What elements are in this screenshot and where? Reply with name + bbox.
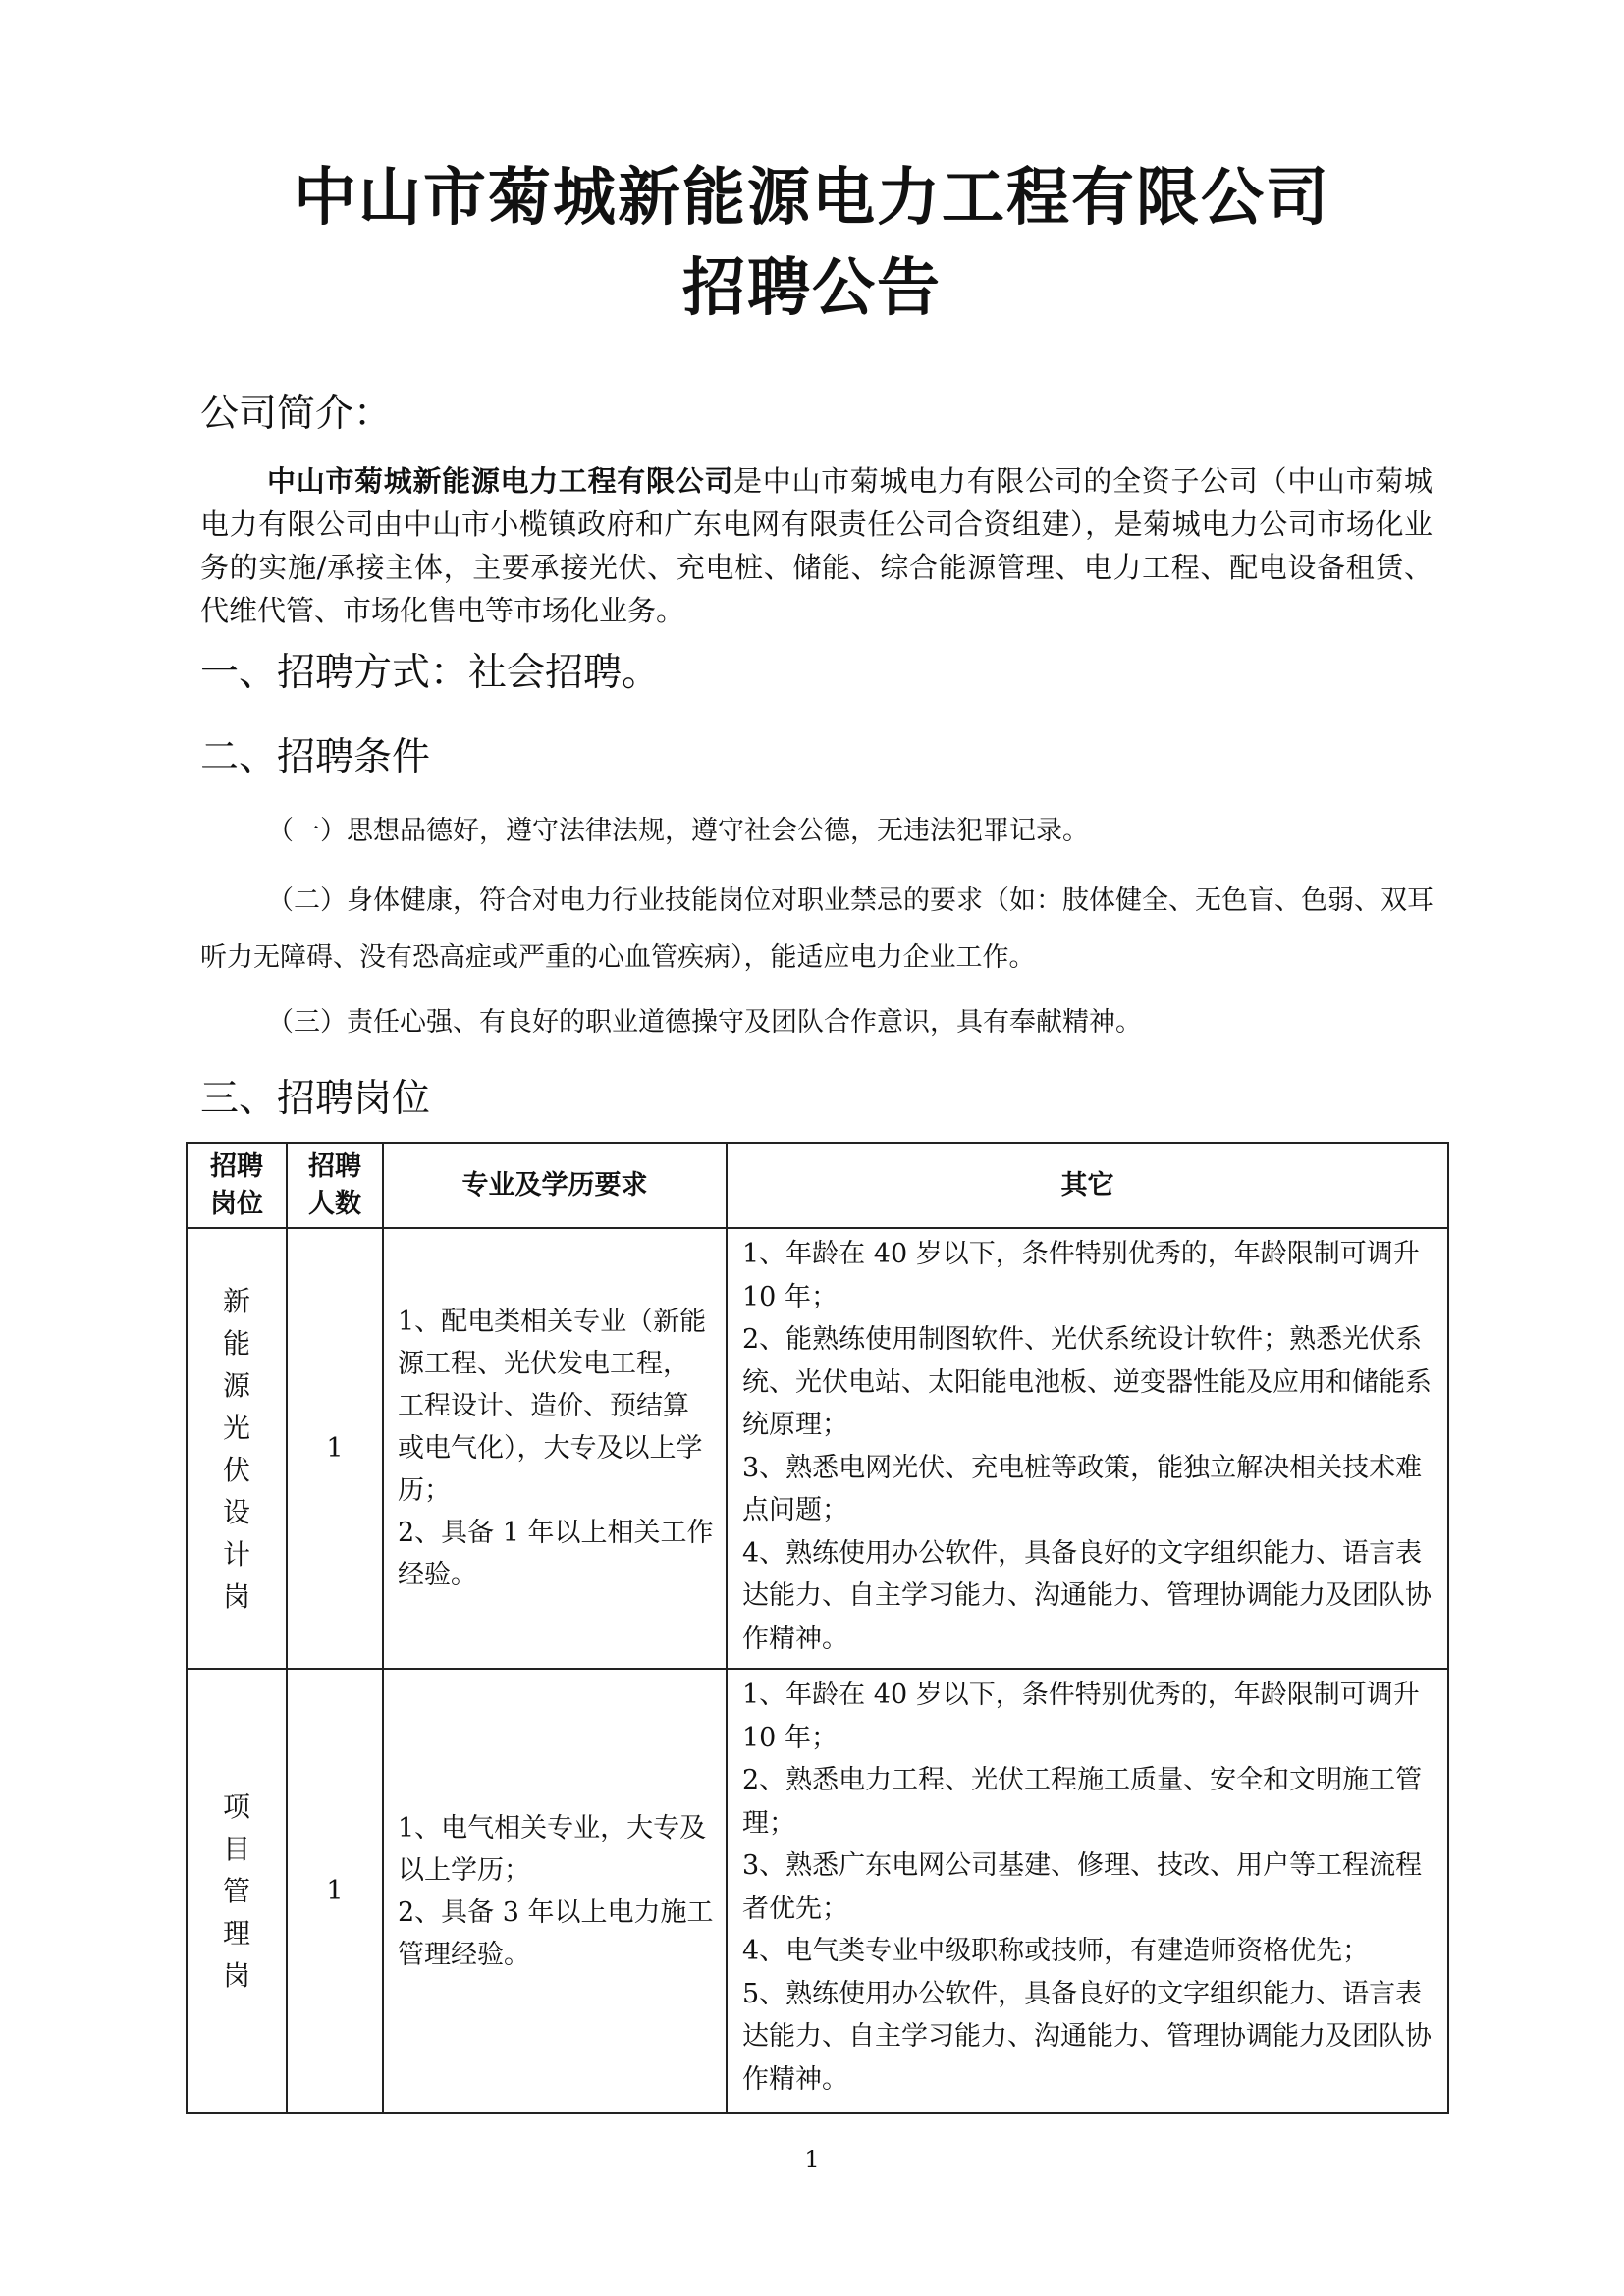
position-cell: 新能源光伏设计岗	[187, 1228, 287, 1669]
position-cell: 项目管理岗	[187, 1669, 287, 2113]
company-name: 中山市菊城新能源电力工程有限公司	[267, 464, 734, 498]
intro-text: 是中山市菊城电力有限公司的全资子公司（中山市菊城电力有限公司由中山市小榄镇政府和广东电网有限责任公司合资组建），是菊城电力公司市场化业务的实施/承接主体，主要承接光伏、充电桩、储能、综合能源管理、电力工程、配电设备租赁、代维代管、市场化售电等市场化业务。	[200, 464, 1433, 627]
header-requirements: 专业及学历要求	[383, 1143, 727, 1228]
count-cell: 1	[287, 1228, 383, 1669]
condition-item: （一）思想品德好，遵守法律法规，遵守社会公德，无违法犯罪记录。	[267, 816, 1089, 846]
other-cell: 1、年龄在 40 岁以下，条件特别优秀的，年龄限制可调升 10 年； 2、熟悉电力工程、光伏工程施工质量、安全和文明施工管理； 3、熟悉广东电网公司基建、修理、技改、用户等工程流程者优先； 4、电气类专业中级职称或技师，有建造师资格优先； 5、熟练使用办公软件，具备良好的文字组织能力、语言表达能力、自主学习能力、沟通能力、管理协调能力及团队协作精神。	[727, 1669, 1448, 2113]
document-title: 中山市菊城新能源电力工程有限公司	[294, 161, 1330, 235]
condition-item: （二）身体健康，符合对电力行业技能岗位对职业禁忌的要求（如：肢体健全、无色盲、色弱、双耳听力无障碍、没有恐高症或严重的心血管疾病），能适应电力企业工作。	[200, 885, 1434, 973]
document-subtitle: 招聘公告	[682, 251, 942, 325]
table-header-row	[187, 1143, 1448, 1228]
requirements-cell: 1、电气相关专业，大专及以上学历； 2、具备 3 年以上电力施工管理经验。	[383, 1669, 727, 2113]
other-cell: 1、年龄在 40 岁以下，条件特别优秀的，年龄限制可调升 10 年； 2、能熟练使用制图软件、光伏系统设计软件；熟悉光伏系统、光伏电站、太阳能电池板、逆变器性能及应用和储能系统原理； 3、熟悉电网光伏、充电桩等政策，能独立解决相关技术难点问题； 4、熟练使用办公软件，具备良好的文字组织能力、语言表达能力、自主学习能力、沟通能力、管理协调能力及团队协作精神。	[727, 1228, 1448, 1669]
intro-heading: 公司简介：	[200, 392, 393, 436]
section-positions-heading: 三、招聘岗位	[200, 1077, 431, 1121]
count-cell: 1	[287, 1669, 383, 2113]
page-number: 1	[804, 2146, 820, 2173]
section-conditions-heading: 二、招聘条件	[200, 735, 431, 779]
header-count: 招聘 人数	[287, 1143, 383, 1228]
header-other: 其它	[727, 1143, 1448, 1228]
table-row	[187, 1228, 1448, 1669]
section-recruit-method: 一、招聘方式：社会招聘。	[200, 651, 661, 695]
condition-item: （三）责任心强、有良好的职业道德操守及团队合作意识，具有奉献精神。	[267, 1007, 1142, 1038]
table-row	[187, 1669, 1448, 2113]
intro-paragraph	[200, 459, 1433, 632]
header-position: 招聘 岗位	[187, 1143, 287, 1228]
positions-table	[186, 1142, 1449, 2114]
requirements-cell: 1、配电类相关专业（新能源工程、光伏发电工程，工程设计、造价、预结算或电气化），大专及以上学历； 2、具备 1 年以上相关工作经验。	[383, 1228, 727, 1669]
